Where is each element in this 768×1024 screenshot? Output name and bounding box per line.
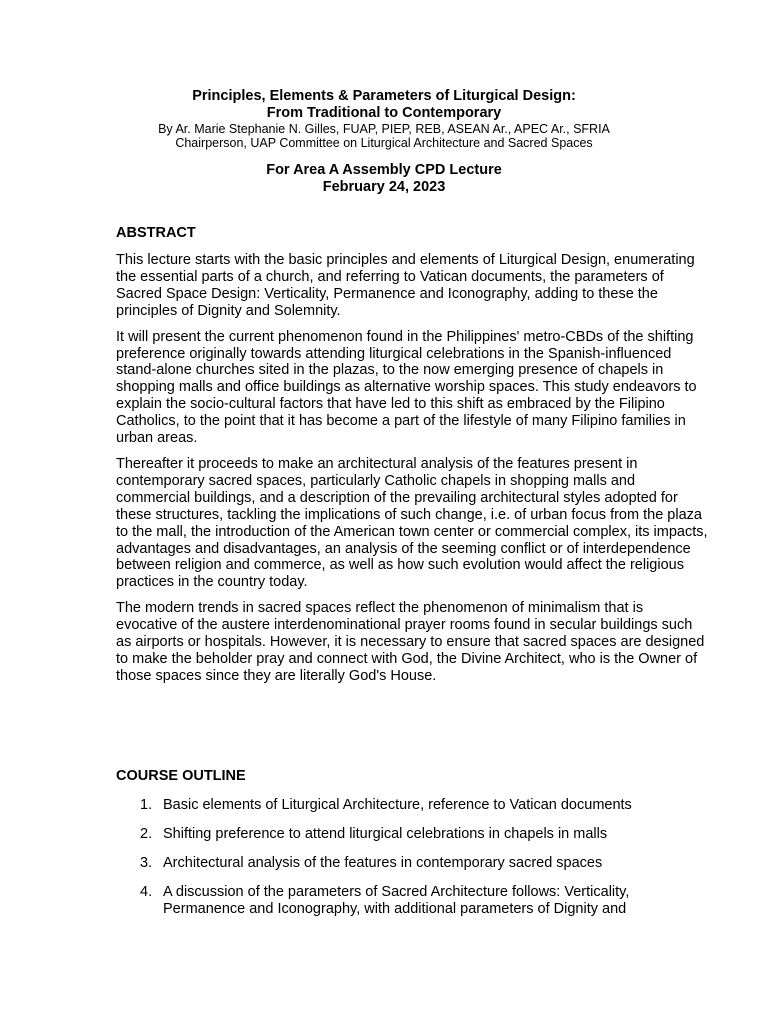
list-item-number: 1. [140, 797, 153, 813]
abstract-heading: ABSTRACT [116, 225, 196, 241]
abstract-paragraph: This lecture starts with the basic principles and elements of Liturgical Design, enumerating the essential parts of a church, and referring to Vatican documents, the parameters of Sacred Space Design: Verticality, Permanence and Iconography, adding to these the principles of Dignity and Solemnity. [116, 252, 695, 319]
course-outline-heading: COURSE OUTLINE [116, 768, 246, 784]
list-item [116, 826, 676, 843]
author-byline: By Ar. Marie Stephanie N. Gilles, FUAP, PIEP, REB, ASEAN Ar., APEC Ar., SFRIA [158, 122, 610, 136]
list-item [116, 884, 676, 918]
list-item [116, 797, 676, 814]
list-item-text: Architectural analysis of the features in contemporary sacred spaces [163, 855, 603, 871]
list-item-number: 4. [140, 884, 153, 900]
list-item-text: Shifting preference to attend liturgical celebrations in chapels in malls [163, 826, 608, 842]
abstract-section [116, 225, 708, 694]
event-date: February 24, 2023 [322, 179, 446, 195]
document-title-line-1: Principles, Elements & Parameters of Liturgical Design: [192, 88, 576, 104]
abstract-paragraph: The modern trends in sacred spaces reflect the phenomenon of minimalism that is evocative of the austere interdenominational prayer rooms found in secular buildings such as airports or hospitals. However, it is necessary to ensure that sacred spaces are designed to make the beholder pray and connect with God, the Divine Architect, who is the Owner of those spaces since they are literally God's House. [116, 600, 705, 684]
course-outline-list [116, 797, 676, 930]
abstract-paragraph: Thereafter it proceeds to make an architectural analysis of the features present in contemporary sacred spaces, particularly Catholic chapels in shopping malls and commercial buildings, and a description of the prevailing architectural styles adopted for these structures, tackling the implications of such change, i.e. of urban focus from the plaza to the mall, the introduction of the American town center or commercial complex, its impacts, advantages and disadvantages, an analysis of the seeming conflict or of interdependence between religion and commerce, as well as how such evolution would affect the religious practices in the country today. [116, 455, 708, 591]
list-item-number: 3. [140, 855, 153, 871]
event-name: For Area A Assembly CPD Lecture [266, 162, 502, 178]
abstract-paragraph: It will present the current phenomenon found in the Philippines' metro-CBDs of the shifting preference originally towards attending liturgical celebrations in the Spanish-influenced stand-alone churches sited in the plazas, to the now emerging presence of chapels in shopping malls and office buildings as alternative worship spaces. This study endeavors to explain the socio-cultural factors that have led to this shift as embraced by the Filipino Catholics, to the point that it has become a part of the lifestyle of many Filipino families in urban areas. [116, 328, 697, 447]
document-title-line-2: From Traditional to Contemporary [266, 105, 502, 121]
list-item-text: Basic elements of Liturgical Architecture, reference to Vatican documents [163, 797, 632, 813]
event-block [0, 162, 768, 196]
list-item-number: 2. [140, 826, 153, 842]
list-item-text: A discussion of the parameters of Sacred Architecture follows: Verticality, Permanence and Iconography, with additional parameters of Dignity and [163, 884, 630, 917]
author-position: Chairperson, UAP Committee on Liturgical Architecture and Sacred Spaces [175, 136, 593, 150]
list-item [116, 855, 676, 872]
title-block [0, 88, 768, 150]
